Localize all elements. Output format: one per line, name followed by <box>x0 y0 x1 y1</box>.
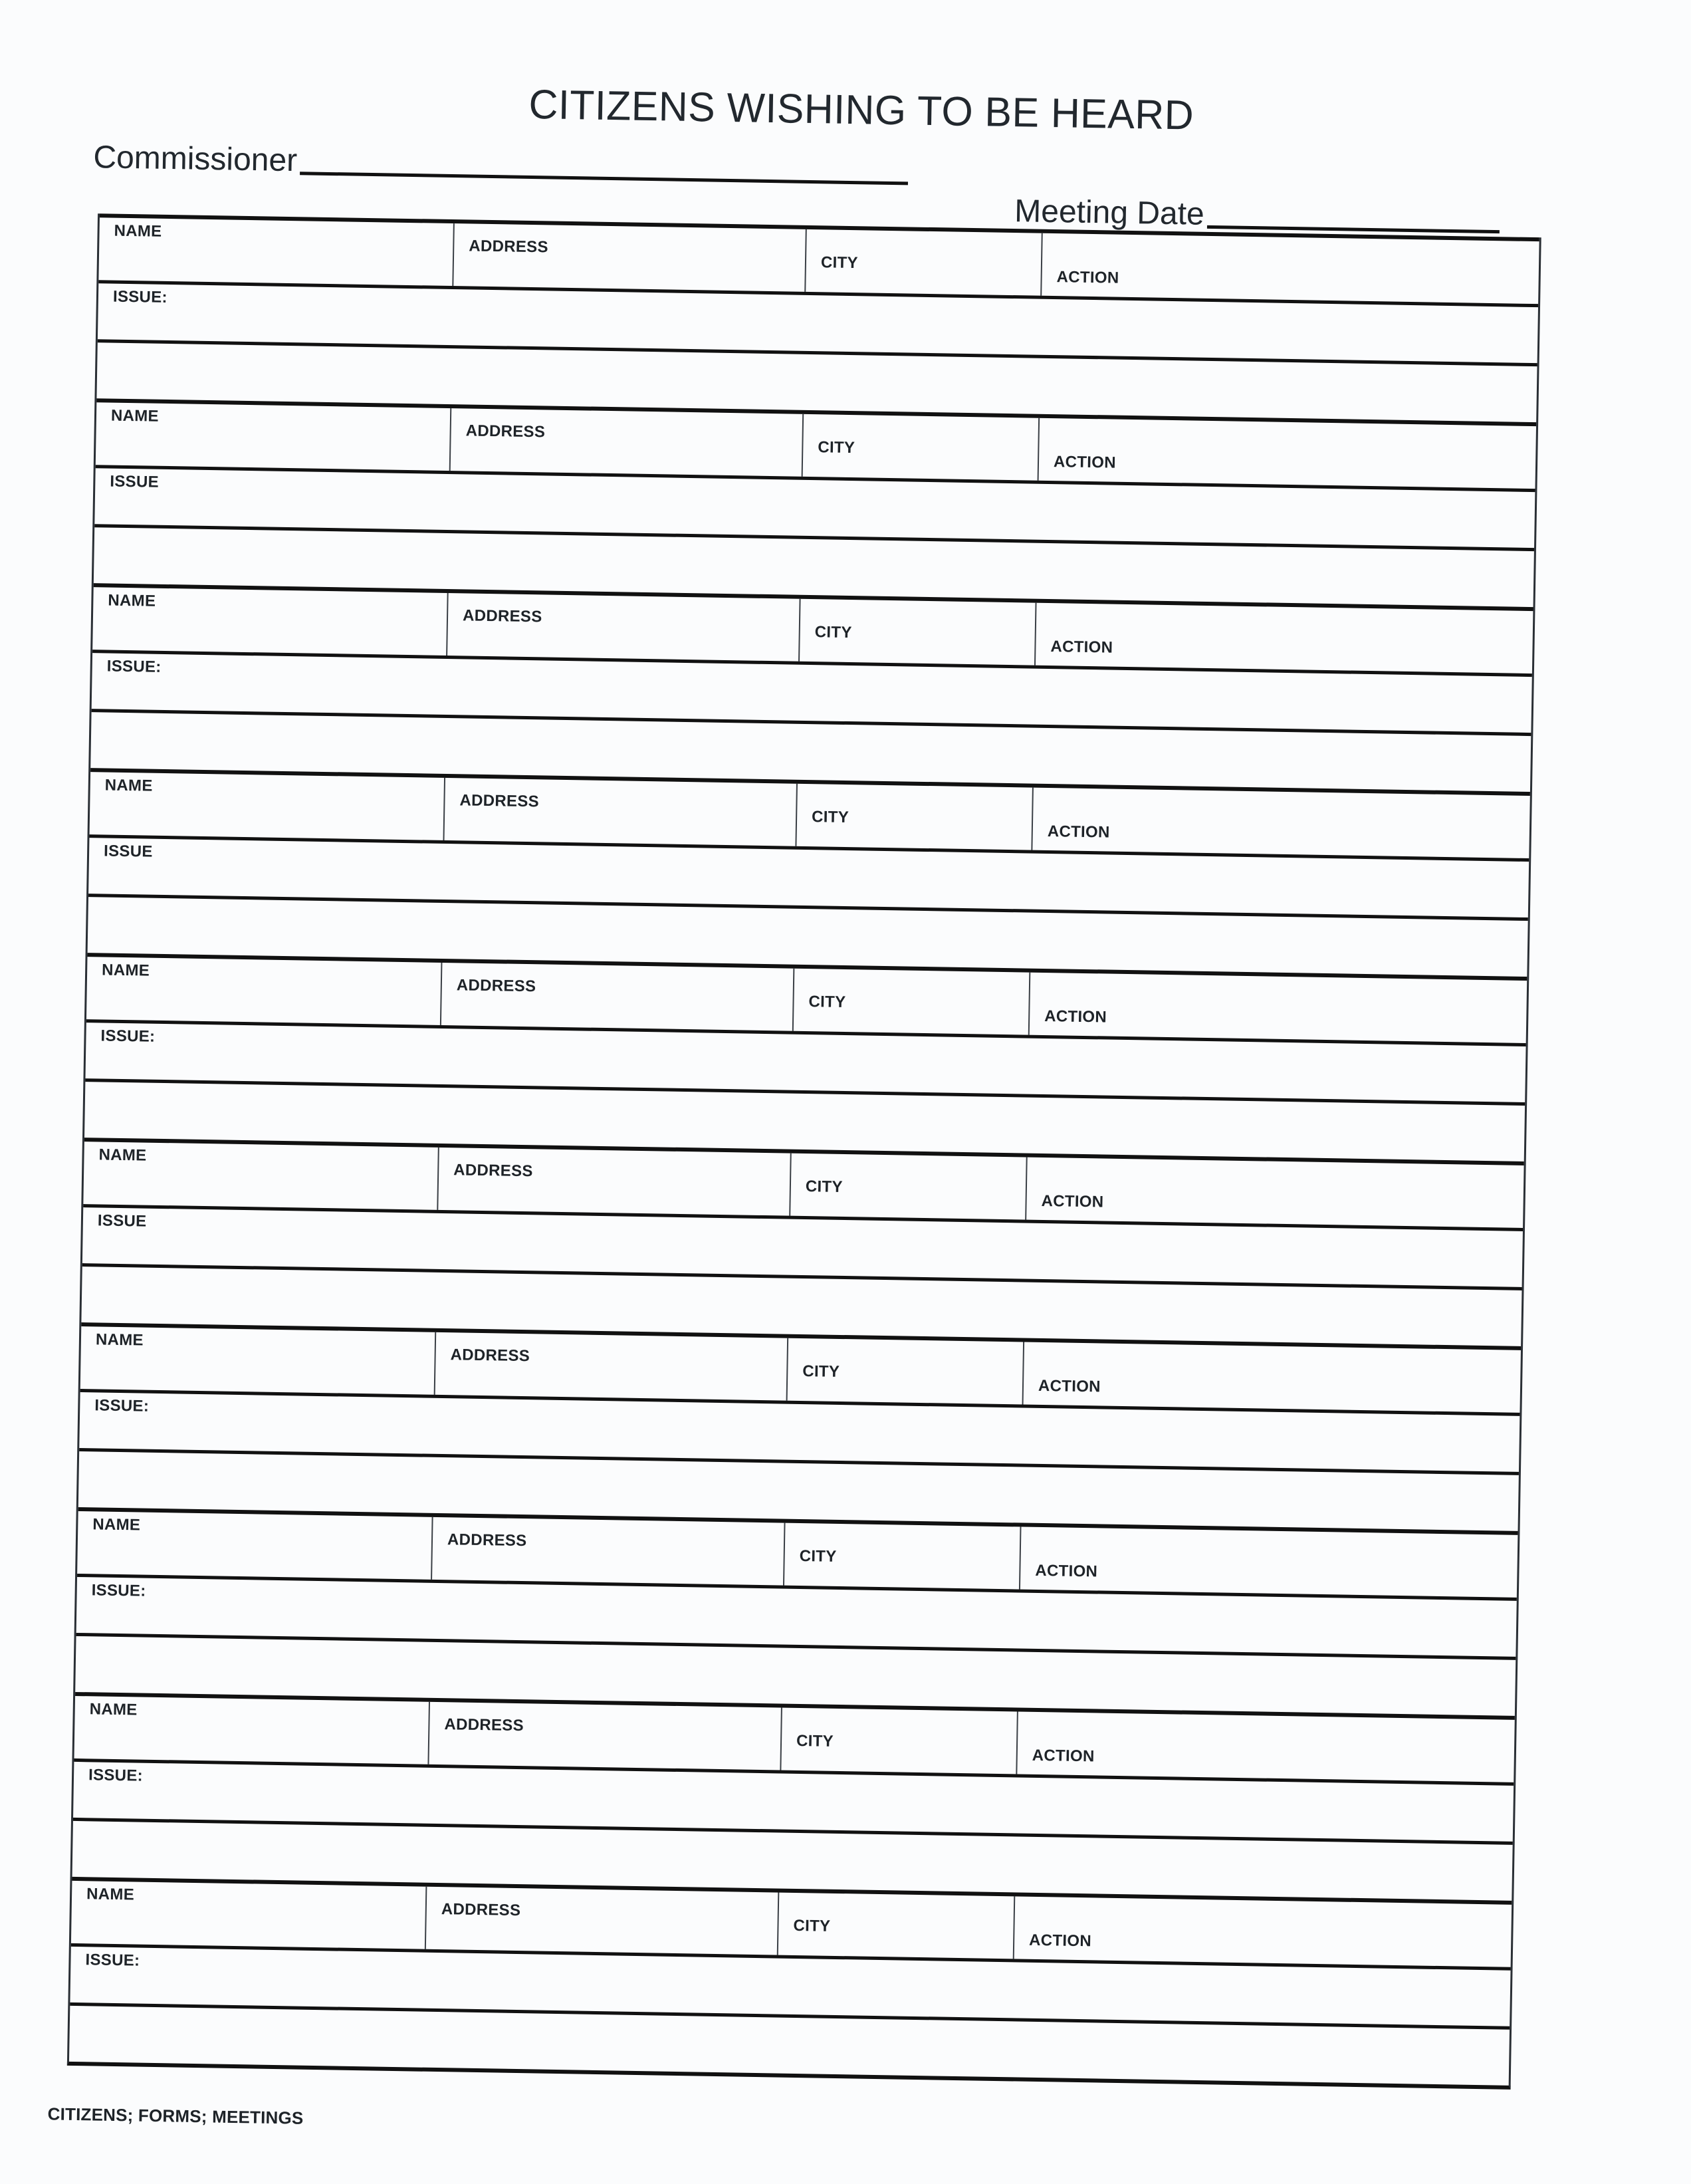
name-cell[interactable] <box>90 772 444 840</box>
address-label: ADDRESS <box>441 1900 521 1920</box>
address-label: ADDRESS <box>444 1715 524 1735</box>
address-label: ADDRESS <box>453 1161 533 1181</box>
name-cell[interactable] <box>96 402 450 471</box>
action-label: ACTION <box>1044 1007 1107 1027</box>
name-cell[interactable] <box>80 1326 435 1395</box>
address-label: ADDRESS <box>465 422 546 441</box>
name-cell[interactable] <box>71 1881 425 1949</box>
city-label: CITY <box>799 1546 837 1566</box>
action-cell[interactable] <box>1040 233 1539 304</box>
speaker-entry <box>94 398 1536 607</box>
city-cell[interactable] <box>798 599 1036 666</box>
name-label: NAME <box>86 1885 135 1904</box>
action-label: ACTION <box>1041 1191 1104 1211</box>
footer-keywords: CITIZENS; FORMS; MEETINGS <box>47 2104 304 2128</box>
issue-label: ISSUE: <box>94 1396 150 1415</box>
name-cell[interactable] <box>83 1142 437 1210</box>
address-label: ADDRESS <box>459 791 540 811</box>
issue-label: ISSUE <box>110 472 160 491</box>
city-label: CITY <box>808 993 846 1012</box>
speaker-entry <box>90 583 1533 792</box>
action-label: ACTION <box>1032 1746 1095 1766</box>
name-label: NAME <box>89 1700 138 1719</box>
address-label: ADDRESS <box>462 606 542 626</box>
address-label: ADDRESS <box>450 1346 530 1366</box>
meeting-date-label: Meeting Date <box>1014 193 1205 232</box>
city-cell[interactable] <box>777 1893 1014 1959</box>
speaker-entry <box>88 768 1530 977</box>
name-label: NAME <box>110 406 160 425</box>
address-cell[interactable] <box>434 1332 787 1401</box>
speaker-entry <box>81 1138 1523 1346</box>
speaker-entry <box>75 1507 1518 1716</box>
name-cell[interactable] <box>74 1696 429 1764</box>
name-cell[interactable] <box>86 957 441 1025</box>
issue-label: ISSUE <box>97 1211 147 1231</box>
commissioner-blank-line[interactable] <box>300 172 908 185</box>
action-cell[interactable] <box>1022 1342 1521 1413</box>
name-label: NAME <box>104 776 153 795</box>
action-cell[interactable] <box>1028 973 1527 1043</box>
city-cell[interactable] <box>783 1523 1020 1590</box>
city-label: CITY <box>793 1916 831 1935</box>
city-label: CITY <box>802 1362 840 1381</box>
address-cell[interactable] <box>425 1887 778 1955</box>
speaker-entry <box>96 213 1539 422</box>
issue-label: ISSUE: <box>106 657 162 676</box>
address-cell[interactable] <box>452 223 805 292</box>
city-cell[interactable] <box>786 1338 1024 1405</box>
speaker-entry <box>78 1322 1521 1531</box>
address-label: ADDRESS <box>447 1530 527 1550</box>
action-cell[interactable] <box>1016 1711 1514 1782</box>
city-label: CITY <box>814 623 852 642</box>
action-label: ACTION <box>1050 638 1113 657</box>
speaker-entry <box>72 1692 1515 1901</box>
speaker-entry <box>84 953 1527 1161</box>
issue-label: ISSUE: <box>88 1766 144 1785</box>
address-cell[interactable] <box>446 593 799 662</box>
address-cell[interactable] <box>431 1517 784 1586</box>
city-cell[interactable] <box>804 229 1042 296</box>
address-cell[interactable] <box>443 778 796 846</box>
name-label: NAME <box>98 1146 147 1165</box>
city-label: CITY <box>796 1731 834 1751</box>
action-cell[interactable] <box>1031 788 1529 858</box>
name-label: NAME <box>101 961 150 980</box>
action-label: ACTION <box>1038 1376 1101 1396</box>
city-cell[interactable] <box>795 784 1032 850</box>
action-cell[interactable] <box>1025 1157 1523 1228</box>
action-cell[interactable] <box>1038 418 1536 489</box>
address-cell[interactable] <box>449 408 802 477</box>
address-label: ADDRESS <box>469 237 548 257</box>
action-cell[interactable] <box>1034 603 1533 673</box>
action-label: ACTION <box>1047 822 1110 842</box>
city-label: CITY <box>818 438 855 457</box>
city-label: CITY <box>805 1177 844 1196</box>
speaker-table <box>67 213 1541 2090</box>
name-cell[interactable] <box>92 587 447 656</box>
address-label: ADDRESS <box>456 976 536 996</box>
speaker-entry <box>69 1877 1512 2086</box>
action-label: ACTION <box>1035 1561 1098 1581</box>
name-label: NAME <box>108 591 156 610</box>
action-cell[interactable] <box>1019 1526 1518 1597</box>
issue-label: ISSUE <box>103 842 153 861</box>
address-cell[interactable] <box>427 1702 780 1770</box>
name-label: NAME <box>92 1515 141 1534</box>
issue-label: ISSUE: <box>100 1027 156 1046</box>
name-label: NAME <box>114 221 162 241</box>
city-cell[interactable] <box>789 1153 1026 1220</box>
action-label: ACTION <box>1056 268 1119 287</box>
city-cell[interactable] <box>792 969 1030 1035</box>
city-label: CITY <box>820 253 859 273</box>
address-cell[interactable] <box>437 1148 790 1216</box>
issue-label: ISSUE: <box>112 287 168 306</box>
issue-label: ISSUE: <box>85 1951 140 1970</box>
issue-label: ISSUE: <box>91 1581 146 1600</box>
name-label: NAME <box>95 1330 144 1350</box>
city-label: CITY <box>811 808 849 827</box>
commissioner-field[interactable] <box>93 139 908 189</box>
city-cell[interactable] <box>780 1708 1017 1774</box>
commissioner-label: Commissioner <box>93 140 298 179</box>
form-title: CITIZENS WISHING TO BE HEARD <box>528 81 1194 139</box>
name-cell[interactable] <box>98 217 453 286</box>
action-label: ACTION <box>1028 1931 1092 1951</box>
address-cell[interactable] <box>440 963 793 1031</box>
name-cell[interactable] <box>77 1511 431 1580</box>
action-label: ACTION <box>1053 453 1117 472</box>
action-cell[interactable] <box>1013 1896 1512 1967</box>
city-cell[interactable] <box>802 414 1039 481</box>
